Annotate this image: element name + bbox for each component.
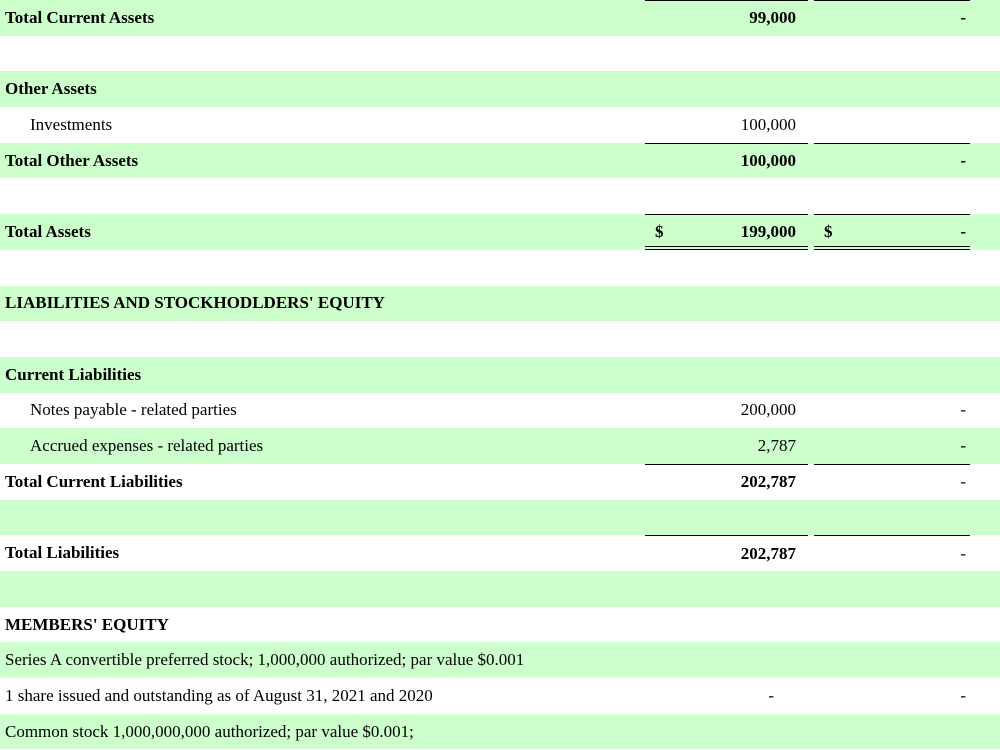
cell-2021: [645, 107, 808, 143]
section-heading: Current Liabilities: [5, 364, 142, 384]
row-notes-payable: [0, 393, 1000, 429]
row-total-current-assets: [0, 0, 1000, 36]
row-label: Common stock 1,000,000,000 authorized; par value $0.001;: [5, 721, 414, 741]
blank-row: [0, 178, 1000, 214]
row-label: Total Current Liabilities: [5, 471, 183, 491]
cell-2021: [645, 678, 808, 714]
row-label: Notes payable - related parties: [30, 400, 237, 420]
row-label: Total Other Assets: [5, 150, 139, 170]
value-2021: 202,787: [740, 543, 796, 563]
row-members-equity: [0, 607, 1000, 643]
value-2021: 200,000: [740, 400, 796, 420]
row-label: Accrued expenses - related parties: [30, 436, 264, 456]
blank-row: [0, 321, 1000, 357]
row-one-share: [0, 678, 1000, 714]
row-current-liabilities: [0, 357, 1000, 393]
blank-row: [0, 36, 1000, 72]
row-total-other-assets: [0, 143, 1000, 179]
value-2020: -: [960, 543, 966, 563]
row-series-a: [0, 642, 1000, 678]
cell-2020: [814, 464, 970, 500]
section-heading: MEMBERS' EQUITY: [5, 614, 169, 634]
row-total-liabilities: [0, 535, 1000, 571]
row-label: Total Assets: [5, 221, 91, 241]
row-investments: [0, 107, 1000, 143]
section-heading: LIABILITIES AND STOCKHODLDERS' EQUITY: [5, 293, 385, 313]
value-2020: -: [960, 685, 966, 705]
value-2020: -: [960, 472, 966, 492]
currency-symbol: $: [655, 222, 664, 242]
row-accrued-expenses: [0, 428, 1000, 464]
cell-2020: [814, 678, 970, 714]
cell-2021: [645, 214, 808, 250]
row-label: Series A convertible preferred stock; 1,000,000 authorized; par value $0.001: [5, 650, 525, 670]
value-2020: -: [960, 222, 966, 242]
cell-2020: [814, 428, 970, 464]
row-label: Total Liabilities: [5, 543, 120, 563]
cell-2021: [645, 428, 808, 464]
value-2020: -: [960, 400, 966, 420]
currency-symbol: $: [824, 222, 833, 242]
value-2021: 100,000: [740, 151, 796, 171]
cell-2021: [645, 535, 808, 571]
blank-row: [0, 250, 1000, 286]
value-2021: 99,000: [749, 8, 796, 28]
cell-2021: [645, 464, 808, 500]
value-2020: -: [960, 8, 966, 28]
row-total-assets: [0, 214, 1000, 250]
cell-2020: [814, 393, 970, 429]
row-label: 1 share issued and outstanding as of August 31, 2021 and 2020: [5, 685, 433, 705]
row-liabilities-header: [0, 286, 1000, 322]
cell-2021: [645, 393, 808, 429]
section-heading: Other Assets: [5, 79, 97, 99]
row-total-current-liabilities: [0, 464, 1000, 500]
cell-2021: [645, 143, 808, 179]
value-2020: -: [960, 151, 966, 171]
value-2021: 199,000: [740, 222, 796, 242]
cell-2020: [814, 214, 970, 250]
value-2021: -: [768, 685, 774, 705]
row-common-stock: [0, 714, 1000, 750]
cell-2020: [814, 143, 970, 179]
value-2021: 202,787: [740, 472, 796, 492]
row-other-assets: [0, 71, 1000, 107]
value-2021: 2,787: [757, 436, 796, 456]
blank-row: [0, 571, 1000, 607]
value-2020: -: [960, 436, 966, 456]
cell-2021: [645, 0, 808, 36]
cell-2020: [814, 0, 970, 36]
row-label: Investments: [30, 114, 113, 134]
cell-2020: [814, 535, 970, 571]
row-label: Total Current Assets: [5, 7, 155, 27]
blank-row: [0, 500, 1000, 536]
value-2021: 100,000: [740, 114, 796, 134]
